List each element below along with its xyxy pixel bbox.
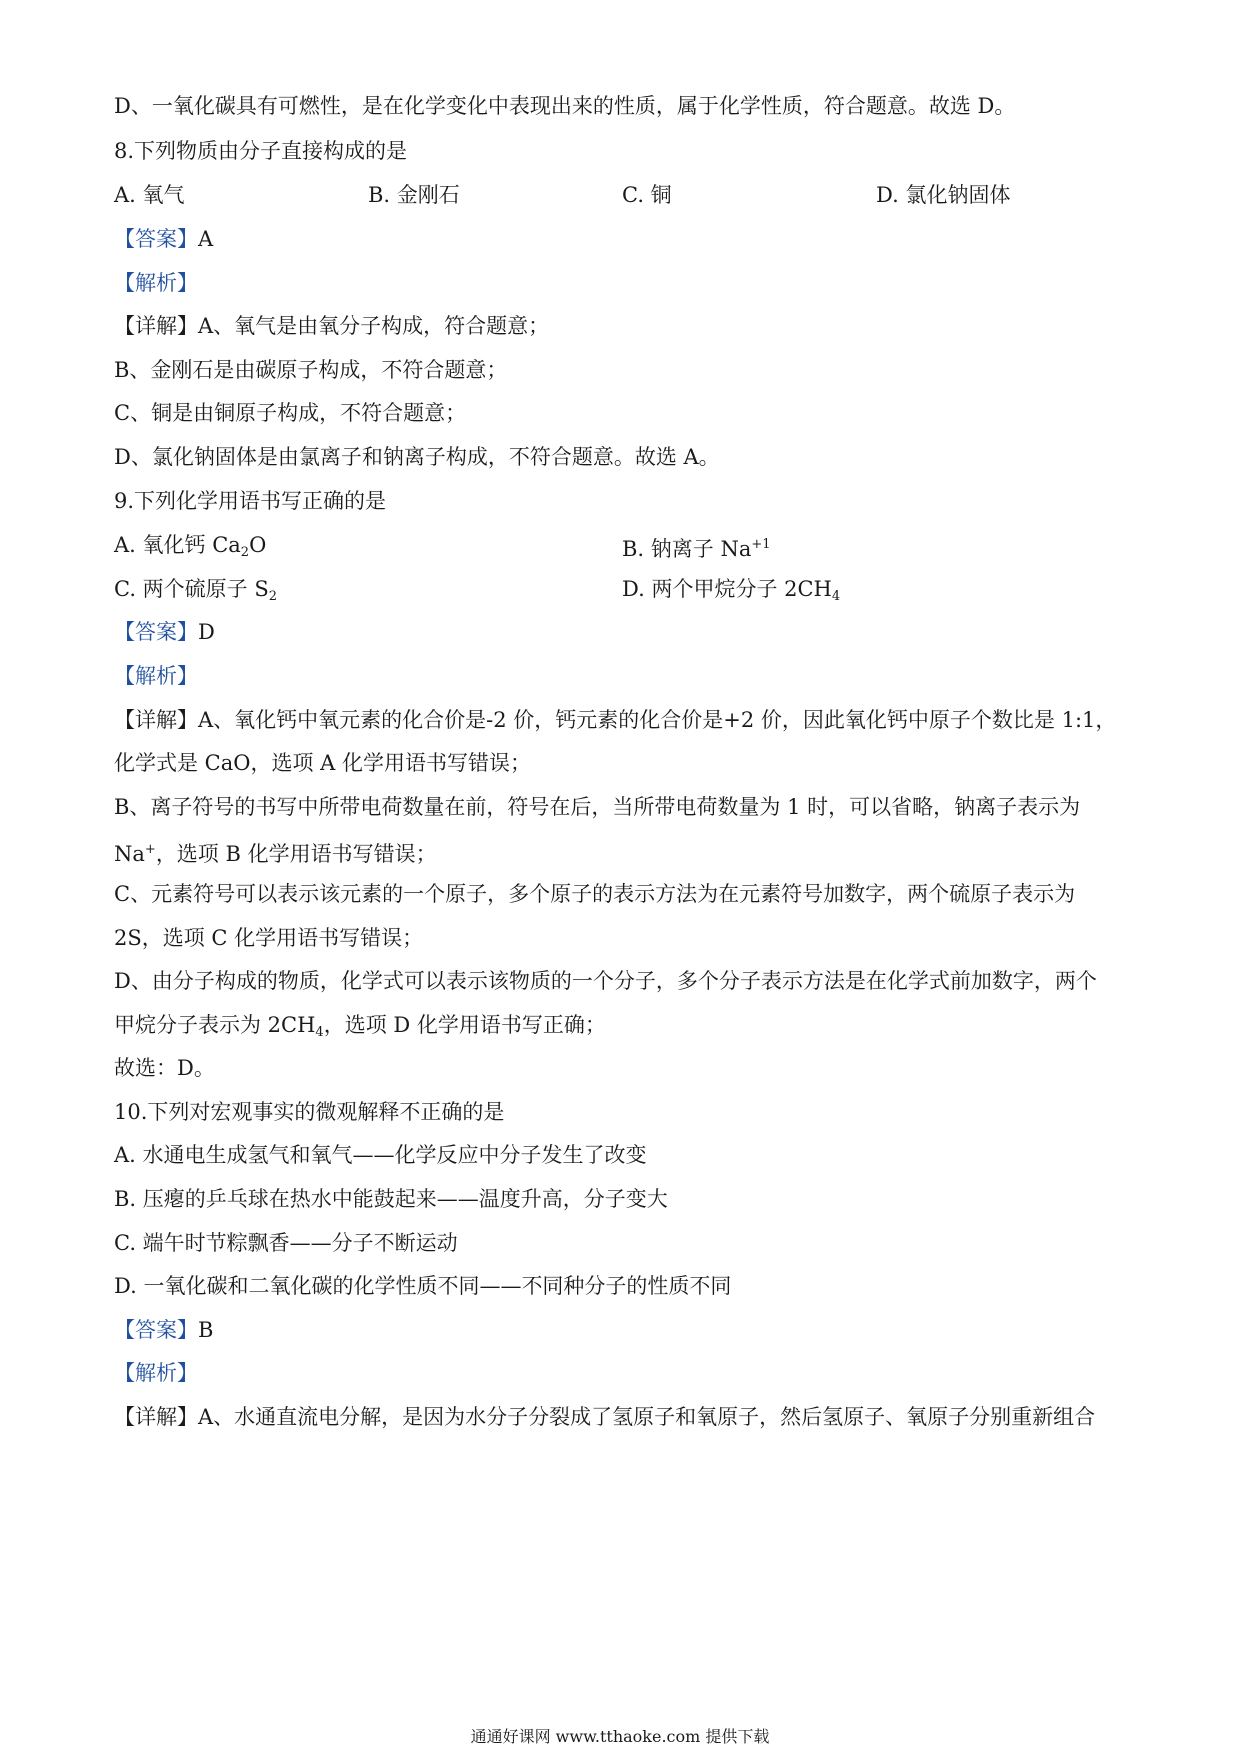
q8-detail-a bbox=[114, 311, 549, 341]
detail-text: A、氧化钙中氧元素的化合价是-2 价，钙元素的化合价是+2 价，因此氧化钙中原子个数比是 1:1， bbox=[198, 708, 1117, 732]
detail-text: A、氧气是由氧分子构成，符合题意； bbox=[198, 314, 550, 338]
q9-detail-a-line2: 化学式是 CaO，选项 A 化学用语书写错误； bbox=[114, 751, 531, 775]
q8-option-a: A. 氧气 bbox=[114, 183, 185, 207]
q9-option-a-label: A. 氧化钙 Ca bbox=[114, 533, 241, 557]
q10-option-a: A. 水通电生成氢气和氧气——化学反应中分子发生了改变 bbox=[114, 1143, 647, 1167]
q10-detail-a bbox=[114, 1402, 1095, 1432]
q10-answer bbox=[114, 1315, 213, 1345]
q9-analysis-label: 【解析】 bbox=[114, 664, 198, 688]
q10-analysis-label: 【解析】 bbox=[114, 1361, 198, 1385]
q9-detail-a-line1 bbox=[114, 705, 1116, 735]
detail-text-end: ，选项 D 化学用语书写正确； bbox=[323, 1013, 606, 1037]
detail-label: 【详解】 bbox=[114, 708, 198, 732]
q9-option-c bbox=[114, 574, 277, 612]
answer-label: 【答案】 bbox=[114, 1318, 198, 1342]
q10-option-b: B. 压瘪的乒乓球在热水中能鼓起来——温度升高，分子变大 bbox=[114, 1187, 668, 1211]
q9-conclusion: 故选：D。 bbox=[114, 1056, 215, 1080]
detail-label: 【详解】 bbox=[114, 1405, 198, 1429]
q9-answer bbox=[114, 617, 215, 647]
detail-text: ，选项 B 化学用语书写错误； bbox=[155, 842, 437, 866]
q9-option-d-sub: 4 bbox=[831, 589, 841, 604]
q8-analysis-label: 【解析】 bbox=[114, 271, 198, 295]
q8-option-b: B. 金刚石 bbox=[368, 183, 460, 207]
q9-option-a-rest: O bbox=[249, 533, 267, 557]
q9-option-b-sup: +1 bbox=[751, 537, 771, 552]
q9-option-a-sub: 2 bbox=[240, 545, 250, 560]
formula-sub: 4 bbox=[315, 1025, 324, 1040]
q9-option-d-label: D. 两个甲烷分子 2CH bbox=[622, 577, 832, 601]
q7-conclusion: D、一氧化碳具有可燃性，是在化学变化中表现出来的性质，属于化学性质，符合题意。故选 D。 bbox=[114, 94, 1016, 118]
page-footer: 通通好课网 www.tthaoke.com 提供下载 bbox=[470, 1727, 770, 1746]
answer-label: 【答案】 bbox=[114, 227, 198, 251]
q9-stem: 9.下列化学用语书写正确的是 bbox=[114, 489, 387, 513]
q9-detail-d-line2 bbox=[114, 1010, 606, 1048]
q9-detail-b-line2 bbox=[114, 835, 437, 869]
q9-option-b-label: B. 钠离子 Na bbox=[622, 537, 752, 561]
q9-option-a bbox=[114, 530, 266, 568]
q9-option-c-sub: 2 bbox=[268, 589, 278, 604]
q8-stem: 8.下列物质由分子直接构成的是 bbox=[114, 139, 408, 163]
q8-option-d: D. 氯化钠固体 bbox=[876, 183, 1011, 207]
q9-detail-b-line1: B、离子符号的书写中所带电荷数量在前，符号在后，当所带电荷数量为 1 时，可以省略，钠离子表示为 bbox=[114, 795, 1081, 819]
detail-text: 甲烷分子表示为 2CH bbox=[114, 1013, 316, 1037]
q8-answer bbox=[114, 224, 213, 254]
q10-stem: 10.下列对宏观事实的微观解释不正确的是 bbox=[114, 1100, 505, 1124]
answer-value: A bbox=[198, 227, 214, 251]
q8-detail-d: D、氯化钠固体是由氯离子和钠离子构成，不符合题意。故选 A。 bbox=[114, 445, 720, 469]
q9-detail-c-line1: C、元素符号可以表示该元素的一个原子，多个原子的表示方法为在元素符号加数字，两个硫原子表示为 bbox=[114, 882, 1076, 906]
q8-detail-c: C、铜是由铜原子构成，不符合题意； bbox=[114, 401, 467, 425]
q8-detail-b: B、金刚石是由碳原子构成，不符合题意； bbox=[114, 358, 508, 382]
q10-option-c: C. 端午时节粽飘香——分子不断运动 bbox=[114, 1231, 458, 1255]
q9-option-c-label: C. 两个硫原子 S bbox=[114, 577, 269, 601]
q9-option-b bbox=[622, 530, 771, 564]
answer-value: B bbox=[198, 1318, 214, 1342]
detail-text: A、水通直流电分解，是因为水分子分裂成了氢原子和氧原子，然后氢原子、氧原子分别重新组合 bbox=[198, 1405, 1096, 1429]
answer-value: D bbox=[198, 620, 215, 644]
q8-option-c: C. 铜 bbox=[622, 183, 672, 207]
formula-na: Na bbox=[114, 842, 145, 866]
formula-charge: + bbox=[144, 842, 156, 857]
q10-option-d: D. 一氧化碳和二氧化碳的化学性质不同——不同种分子的性质不同 bbox=[114, 1274, 732, 1298]
q9-detail-d-line1: D、由分子构成的物质，化学式可以表示该物质的一个分子，多个分子表示方法是在化学式前加数字，两个 bbox=[114, 969, 1097, 993]
answer-label: 【答案】 bbox=[114, 620, 198, 644]
q9-option-d bbox=[622, 574, 840, 612]
detail-label: 【详解】 bbox=[114, 314, 198, 338]
q9-detail-c-line2: 2S，选项 C 化学用语书写错误； bbox=[114, 926, 424, 950]
